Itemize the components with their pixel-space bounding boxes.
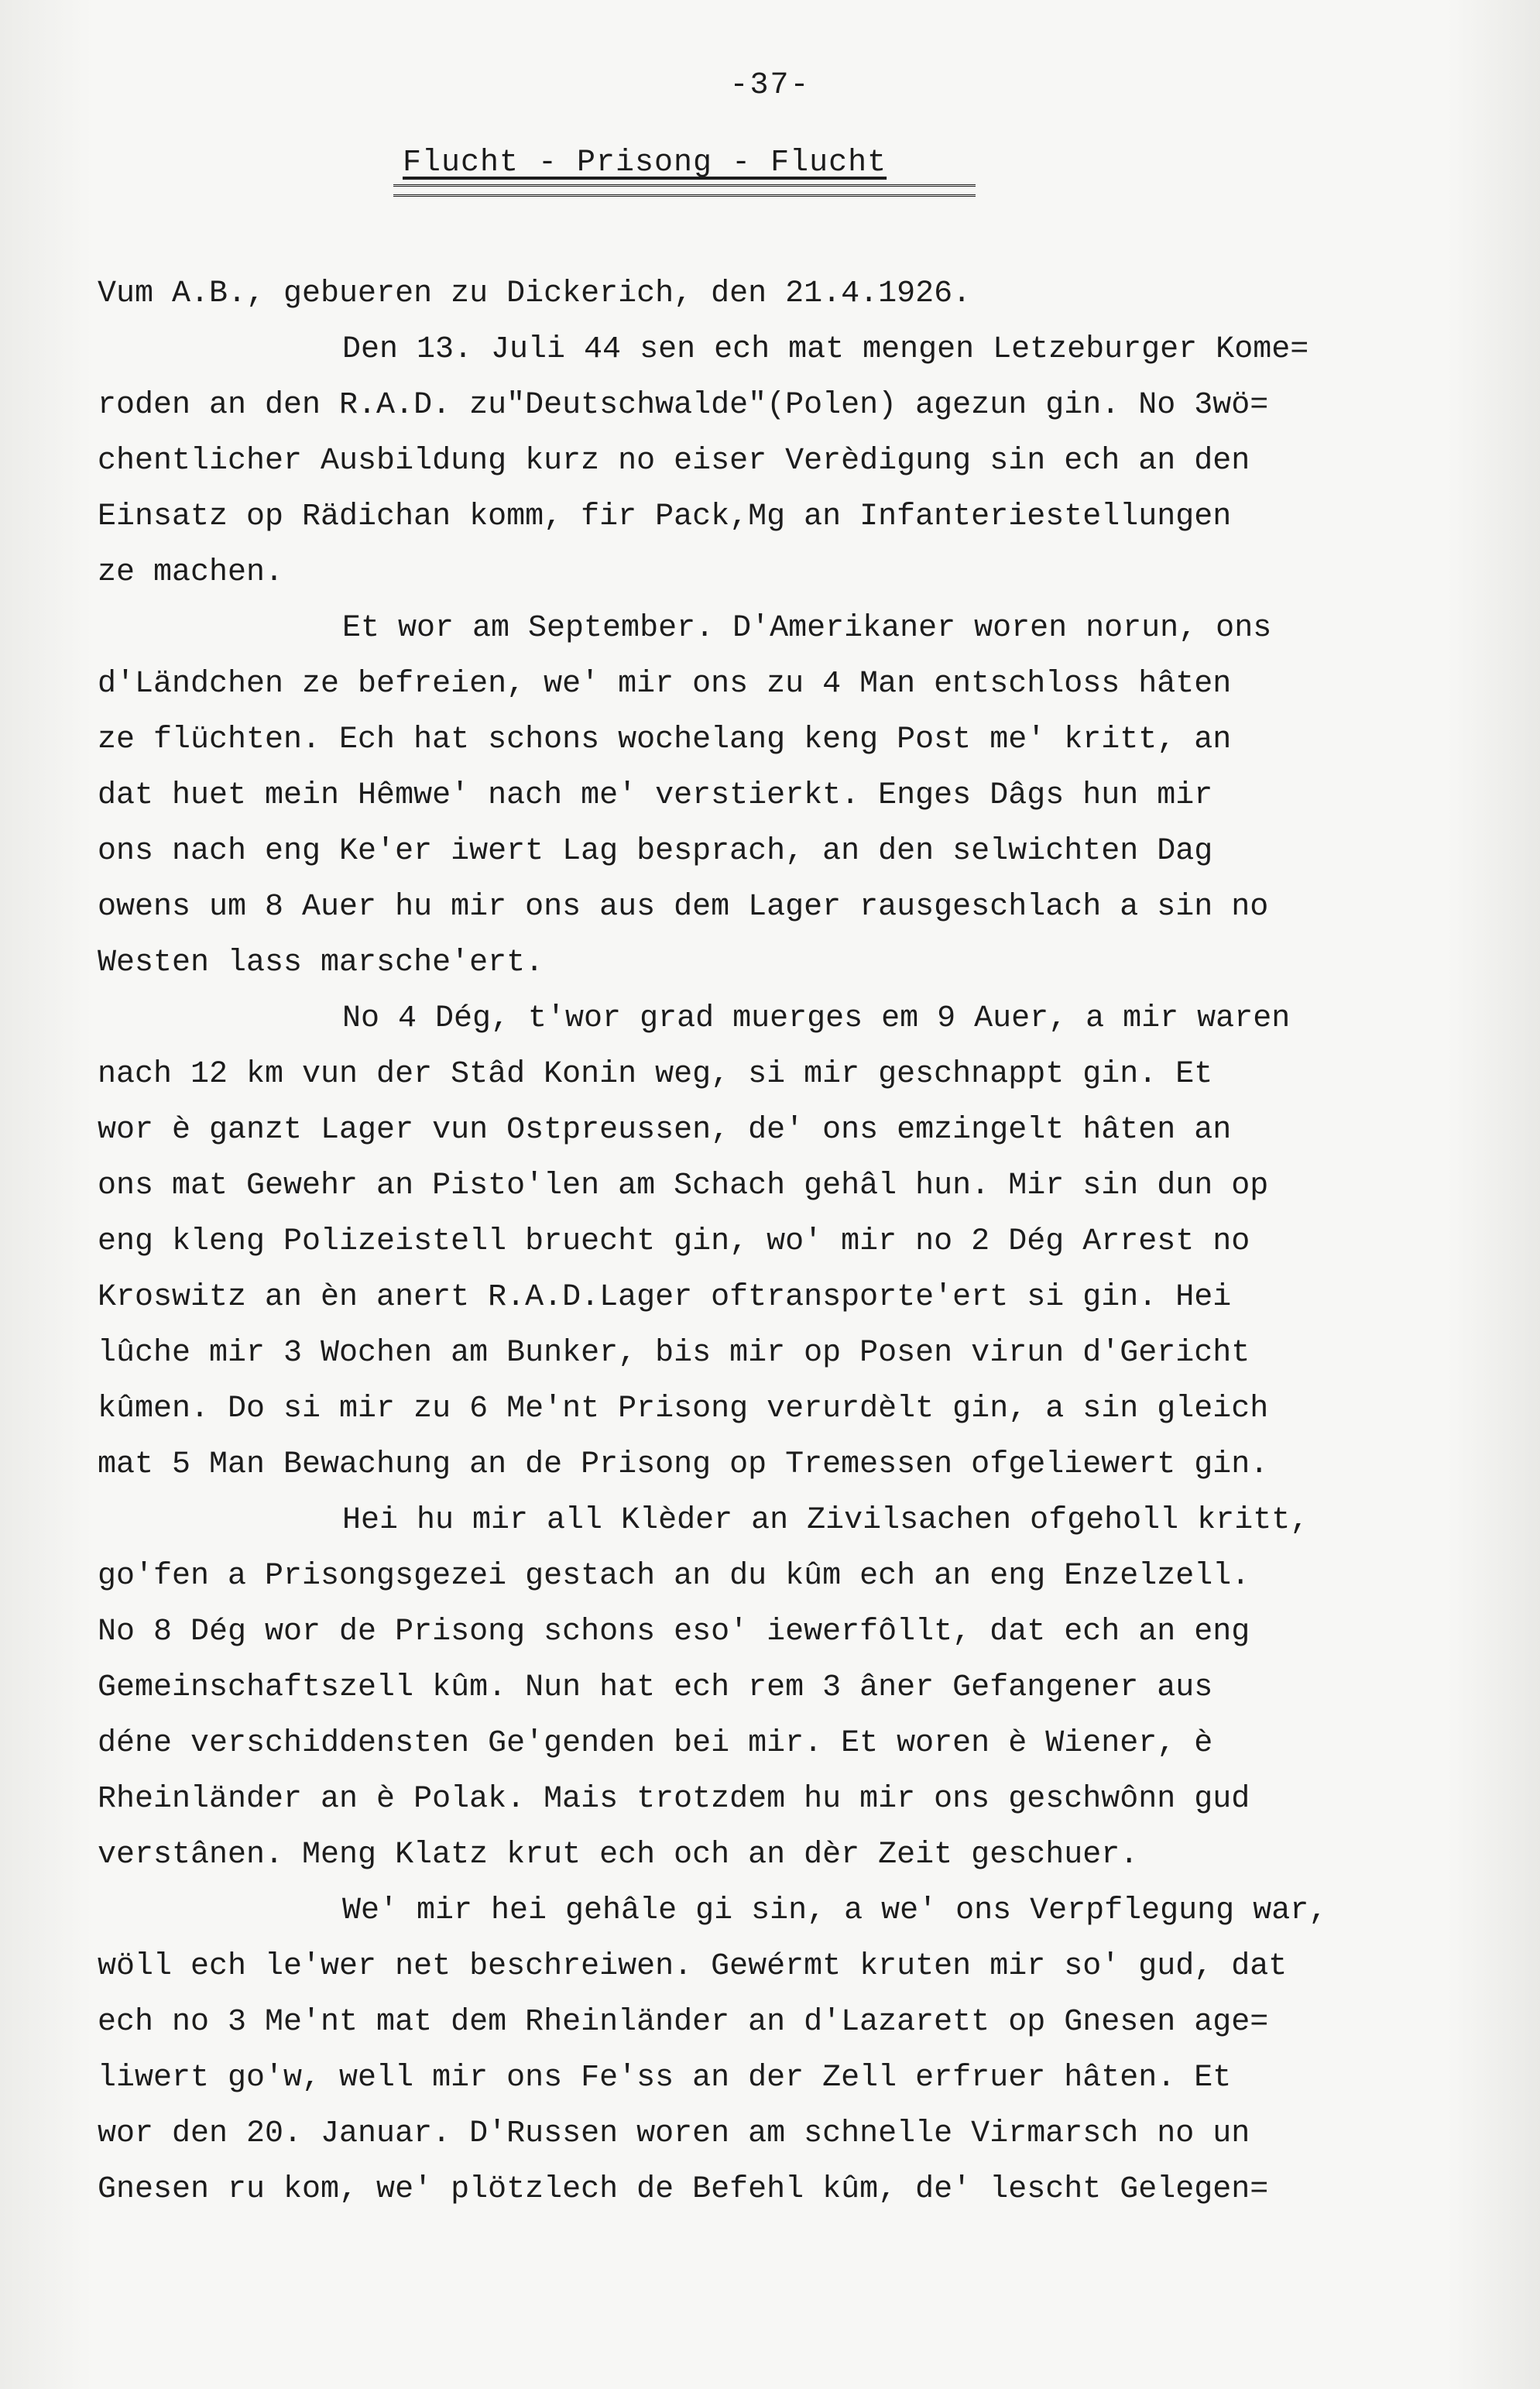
text-line: wor è ganzt Lager vun Ostpreussen, de' ons emzingelt hâten an <box>98 1113 1232 1148</box>
text-line: nach 12 km vun der Stâd Konin weg, si mir geschnappt gin. Et <box>98 1057 1213 1092</box>
text-line: dat huet mein Hêmwe' nach me' verstierkt. Enges Dâgs hun mir <box>98 778 1213 813</box>
text-line: ze flüchten. Ech hat schons wochelang keng Post me' kritt, an <box>98 723 1232 757</box>
text-line: liwert go'w, well mir ons Fe'ss an der Zell erfruer hâten. Et <box>98 2061 1232 2096</box>
text-line: go'fen a Prisongsgezei gestach an du kûm ech an eng Enzelzell. <box>98 1559 1250 1594</box>
text-line: ech no 3 Me'nt mat dem Rheinländer an d'Lazarett op Gnesen age= <box>98 2005 1269 2040</box>
title-double-underline <box>393 184 976 197</box>
text-line: déne verschiddensten Ge'genden bei mir. Et woren è Wiener, è <box>98 1726 1213 1761</box>
text-line: ons nach eng Ke'er iwert Lag besprach, an den selwichten Dag <box>98 834 1213 869</box>
body-text <box>98 266 1507 2218</box>
text-line: ze machen. <box>98 555 284 590</box>
text-line: wor den 20. Januar. D'Russen woren am schnelle Virmarsch no un <box>98 2116 1250 2151</box>
text-line: lûche mir 3 Wochen am Bunker, bis mir op Posen virun d'Gericht <box>98 1336 1250 1371</box>
text-line: No 4 Dég, t'wor grad muerges em 9 Auer, a mir waren <box>342 1001 1291 1036</box>
text-line: roden an den R.A.D. zu"Deutschwalde"(Polen) agezun gin. No 3wö= <box>98 388 1269 423</box>
text-line: Rheinländer an è Polak. Mais trotzdem hu mir ons geschwônn gud <box>98 1782 1250 1817</box>
text-line: owens um 8 Auer hu mir ons aus dem Lager rausgeschlach a sin no <box>98 890 1269 925</box>
text-line: wöll ech le'wer net beschreiwen. Gewérmt kruten mir so' gud, dat <box>98 1949 1288 1984</box>
text-line: eng kleng Polizeistell bruecht gin, wo' mir no 2 Dég Arrest no <box>98 1224 1250 1259</box>
text-line: verstânen. Meng Klatz krut ech och an dèr Zeit geschuer. <box>98 1838 1139 1872</box>
document-title: Flucht - Prisong - Flucht <box>403 146 887 180</box>
text-line: d'Ländchen ze befreien, we' mir ons zu 4 Man entschloss hâten <box>98 667 1232 702</box>
text-line: Kroswitz an èn anert R.A.D.Lager oftransporte'ert si gin. Hei <box>98 1280 1232 1315</box>
text-line: Westen lass marsche'ert. <box>98 946 544 980</box>
text-line: chentlicher Ausbildung kurz no eiser Verèdigung sin ech an den <box>98 444 1250 479</box>
text-line: Einsatz op Rädichan komm, fir Pack,Mg an Infanteriestellungen <box>98 499 1232 534</box>
text-line: kûmen. Do si mir zu 6 Me'nt Prisong verurdèlt gin, a sin gleich <box>98 1392 1269 1426</box>
text-line: ons mat Gewehr an Pisto'len am Schach gehâl hun. Mir sin dun op <box>98 1169 1269 1203</box>
page-number: -37- <box>729 68 811 103</box>
text-line: Et wor am September. D'Amerikaner woren norun, ons <box>342 611 1272 646</box>
text-line: Den 13. Juli 44 sen ech mat mengen Letzeburger Kome= <box>342 332 1309 367</box>
text-line: Vum A.B., gebueren zu Dickerich, den 21.4.1926. <box>98 276 972 311</box>
text-line: Gnesen ru kom, we' plötzlech de Befehl kûm, de' lescht Gelegen= <box>98 2172 1269 2207</box>
text-line: We' mir hei gehâle gi sin, a we' ons Verpflegung war, <box>342 1893 1328 1928</box>
text-line: Hei hu mir all Klèder an Zivilsachen ofgeholl kritt, <box>342 1503 1309 1538</box>
text-line: mat 5 Man Bewachung an de Prisong op Tremessen ofgeliewert gin. <box>98 1447 1269 1482</box>
text-line: Gemeinschaftszell kûm. Nun hat ech rem 3 âner Gefangener aus <box>98 1670 1213 1705</box>
text-line: No 8 Dég wor de Prisong schons eso' iewerfôllt, dat ech an eng <box>98 1615 1250 1649</box>
